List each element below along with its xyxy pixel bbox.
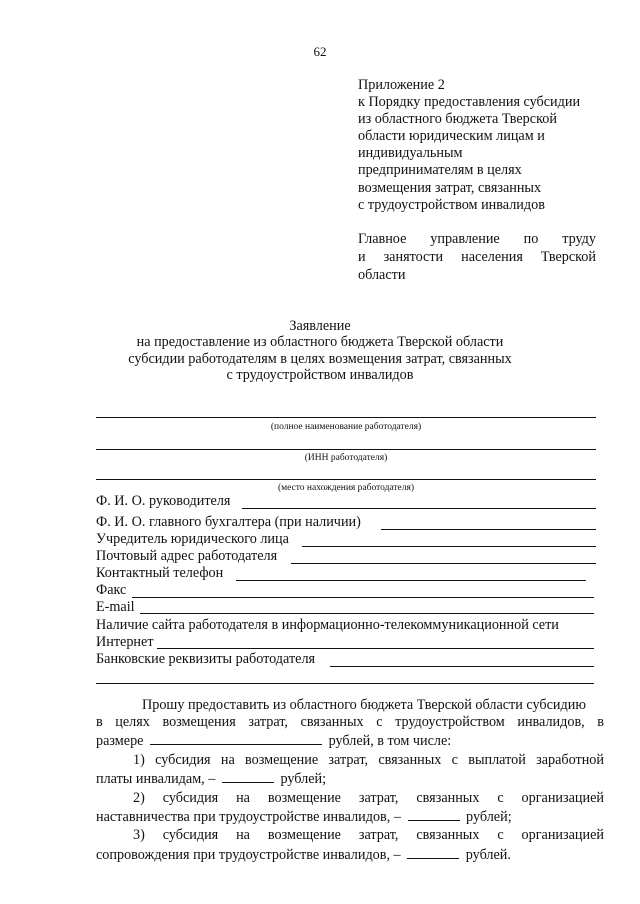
appendix-line: к Порядку предоставления субсидии [358, 94, 581, 111]
request-line: Прошу предоставить из областного бюджета Тверской области субсидию [142, 697, 586, 713]
recipient-block [358, 230, 596, 284]
head-name-label: Ф. И. О. руководителя [96, 493, 231, 509]
appendix-line: возмещения затрат, связанных [358, 179, 542, 196]
appendix-line: индивидуальным [358, 145, 463, 162]
title-line: на предоставление из областного бюджета Тверской области [136, 334, 504, 351]
bank-input-extra[interactable] [96, 683, 594, 684]
item3-suffix: рублей. [465, 847, 511, 863]
founder-input[interactable] [302, 546, 596, 547]
postal-label: Почтовый адрес работодателя [96, 548, 278, 564]
item2-line: 2) субсидия на возмещение затрат, связанных с организацией [133, 790, 604, 806]
website-label: Наличие сайта работодателя в информационно-телекоммуникационной сети [96, 617, 559, 633]
fax-input[interactable] [132, 597, 594, 598]
bank-label: Банковские реквизиты работодателя [96, 651, 316, 667]
item2-amount-input[interactable] [408, 807, 460, 821]
item1-label: платы инвалидам, – [96, 771, 216, 787]
accountant-label: Ф. И. О. главного бухгалтера (при наличии) [96, 514, 361, 530]
location-line[interactable] [96, 479, 596, 480]
page-number: 62 [313, 44, 327, 59]
item3-amount-row [96, 845, 511, 864]
inn-caption: (ИНН работодателя) [304, 453, 388, 463]
title-heading: Заявление [289, 318, 351, 334]
item1-line: 1) субсидия на возмещение затрат, связанных с выплатой заработной [133, 752, 604, 768]
document-title [0, 318, 640, 384]
appendix-line: с трудоустройством инвалидов [358, 196, 545, 213]
recipient-line: области [358, 267, 406, 283]
fax-label: Факс [96, 582, 127, 598]
website-label-cont: Интернет [96, 634, 154, 650]
item2-amount-row [96, 807, 512, 826]
request-amount-row [96, 731, 451, 750]
head-name-input[interactable] [242, 508, 596, 509]
item3-amount-input[interactable] [407, 845, 459, 859]
full-name-line[interactable] [96, 417, 596, 418]
item1-amount-row [96, 769, 326, 788]
phone-input[interactable] [236, 580, 586, 581]
founder-label: Учредитель юридического лица [96, 531, 289, 547]
location-caption: (место нахождения работодателя) [277, 483, 415, 493]
request-amount-label: размере [96, 733, 144, 749]
item1-suffix: рублей; [280, 771, 327, 787]
appendix-line: области юридическим лицам и [358, 128, 545, 145]
email-input[interactable] [140, 613, 594, 614]
item3-label: сопровождения при трудоустройстве инвалидов, – [96, 847, 401, 863]
appendix-header [358, 77, 580, 214]
total-amount-input[interactable] [150, 731, 322, 745]
item2-suffix: рублей; [466, 809, 512, 825]
postal-input[interactable] [291, 563, 596, 564]
full-name-caption: (полное наименование работодателя) [270, 422, 422, 432]
email-label: E-mail [96, 599, 135, 615]
recipient-line: Главное управление по труду [358, 231, 596, 247]
inn-line[interactable] [96, 449, 596, 450]
recipient-line: и занятости населения Тверской [358, 249, 596, 265]
title-line: субсидии работодателям в целях возмещения затрат, связанных [128, 350, 512, 367]
website-input[interactable] [157, 648, 594, 649]
appendix-line: Приложение 2 [358, 77, 445, 93]
phone-label: Контактный телефон [96, 565, 224, 581]
item2-label: наставничества при трудоустройстве инвалидов, – [96, 809, 401, 825]
request-amount-suffix: рублей, в том числе: [328, 733, 452, 749]
item1-amount-input[interactable] [222, 769, 274, 783]
title-line: с трудоустройством инвалидов [226, 367, 414, 384]
appendix-line: предпринимателям в целях [358, 162, 522, 179]
bank-input[interactable] [330, 666, 594, 667]
appendix-line: из областного бюджета Тверской [358, 111, 557, 128]
accountant-input[interactable] [381, 529, 596, 530]
request-line: в целях возмещения затрат, связанных с трудоустройством инвалидов, в [96, 714, 604, 730]
item3-line: 3) субсидия на возмещение затрат, связанных с организацией [133, 827, 604, 843]
